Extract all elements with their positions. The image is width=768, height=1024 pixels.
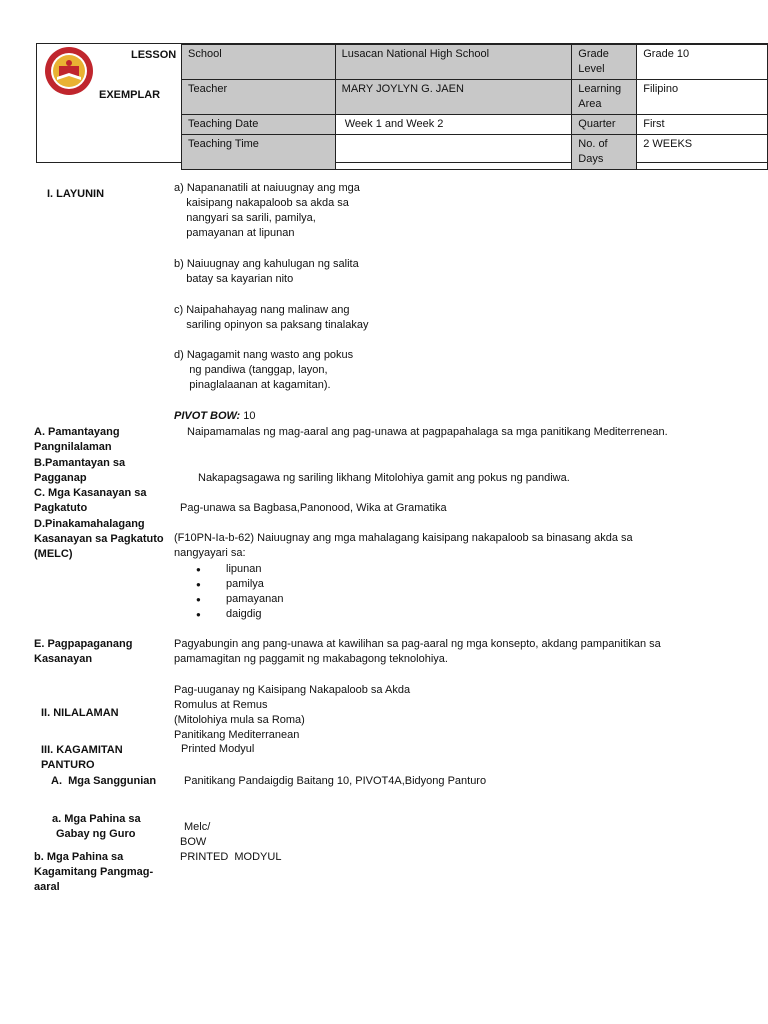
text-line: batay sa kayarian nito [174,273,294,285]
text-line: a. Mga Pahina sa [52,813,141,825]
text-line: b. Mga Pahina sa [34,851,124,863]
text-line: D.Pinakamahalagang [34,518,145,530]
layunin-d [174,348,353,393]
gabay-ng-guro-text [180,820,281,865]
text-line: sariling opinyon sa paksang tinalakay [174,319,369,331]
teaching-time-value [335,135,572,170]
melc-text [174,531,633,561]
school-seal-icon [44,46,94,96]
teacher-label: Teacher [182,80,336,115]
layunin-b [174,257,359,287]
text-line: (MELC) [34,548,73,560]
kagamitang-pangmag-aaral-label [34,850,153,895]
lesson-label: LESSON [131,49,177,61]
text-line: Pagganap [34,472,87,484]
text-line: (Mitolohiya mula sa Roma) [174,714,305,726]
pamantayan-sa-pagganap-label [34,456,125,486]
pivot-bow-label: PIVOT BOW: [174,410,241,422]
text-line: a) Napananatili at naiuugnay ang mga [174,182,360,194]
text-line: nangyari sa sarili, pamilya, [174,212,316,224]
quarter-label: Quarter [572,115,637,135]
list-item: ● daigdig [196,607,284,622]
no-of-days-label: No. of Days [572,135,637,170]
text-line: kaisipang nakapaloob sa akda sa [174,197,349,209]
text-line: Kasanayan [34,653,93,665]
text-line: Kagamitang Pangmag- [34,866,154,878]
melc-label [34,517,164,562]
text-line: aaral [34,881,60,893]
teacher-value: MARY JOYLYN G. JAEN [335,80,572,115]
nilalaman-label: II. NILALAMAN [41,707,119,719]
school-value: Lusacan National High School [335,45,572,80]
text-line: b) Naiuugnay ang kahulugan ng salita [174,258,359,270]
pivot-bow [174,409,256,424]
table-row [182,135,768,170]
layunin-a [174,181,360,241]
teaching-time-label: Teaching Time [182,135,336,170]
kasanayan-sa-pagkatuto-label [34,486,147,516]
text-line: d) Nagagamit nang wasto ang pokus [174,349,354,361]
kagamitan-panturo-text: Printed Modyul [181,743,255,755]
text-line: Melc/ [184,821,211,833]
learning-area-value: Filipino [637,80,768,115]
text-line: BOW [180,836,207,848]
table-row [182,45,768,80]
learning-area-label: Learning Area [572,80,637,115]
kasanayan-sa-pagkatuto-text: Pag-unawa sa Bagbasa,Panonood, Wika at Gramatika [180,502,447,514]
text-line: (F10PN-Ia-b-62) Naiuugnay ang mga mahalagang kaisipang nakapaloob sa binasang akda sa [174,532,633,544]
pagpapaganang-kasanayan-label [34,637,132,667]
text-line: A. Pamantayang [34,426,120,438]
no-of-days-value: 2 WEEKS [637,135,768,170]
gabay-ng-guro-label [52,812,141,842]
list-item: ● pamayanan [196,592,284,607]
melc-bullet-list [196,562,284,622]
header-info-table [181,44,768,170]
list-item: ● pamilya [196,577,284,592]
text-line: Pangnilalaman [34,441,112,453]
sanggunian-text: Panitikang Pandaigdig Baitang 10, PIVOT4A,Bidyong Panturo [184,775,487,787]
text-line: pamamagitan ng paggamit ng makabagong teknolohiya. [174,653,448,665]
text-line: E. Pagpapaganang [34,638,133,650]
grade-level-label: Grade Level [572,45,637,80]
text-line: Kasanayan sa Pagkatuto [34,533,164,545]
table-row [182,80,768,115]
text-line: pamayanan at lipunan [174,227,295,239]
text-line: Romulus at Remus [174,699,268,711]
text-line: III. KAGAMITAN [41,744,123,756]
text-line: Gabay ng Guro [56,828,136,840]
list-item: ● lipunan [196,562,284,577]
layunin-title: I. LAYUNIN [47,188,105,200]
nilalaman-text [174,683,410,743]
text-line: Pagkatuto [34,502,88,514]
teaching-date-label: Teaching Date [182,115,336,135]
teaching-date-value: Week 1 and Week 2 [335,115,572,135]
pivot-bow-value: 10 [240,410,256,422]
sanggunian-label: A. Mga Sanggunian [51,775,157,787]
kagamitan-panturo-label [41,743,123,773]
pamantayan-sa-pagganap-text: Nakapagsagawa ng sariling likhang Mitolohiya gamit ang pokus ng pandiwa. [198,472,570,484]
text-line: c) Naipahahayag nang malinaw ang [174,304,350,316]
quarter-value: First [637,115,768,135]
pamantayang-pangnilalaman-text: Naipamamalas ng mag-aaral ang pag-unawa at pagpapahalaga sa mga panitikang Mediterrenean. [187,426,668,438]
text-line: nangyayari sa: [174,547,246,559]
text-line: Pagyabungin ang pang-unawa at kawilihan sa pag-aaral ng mga konsepto, akdang pampanitikan sa [174,638,661,650]
pamantayang-pangnilalaman-label [34,425,120,455]
text-line: B.Pamantayan sa [34,457,126,469]
grade-level-value: Grade 10 [637,45,768,80]
text-line: Panitikang Mediterranean [174,729,300,741]
exemplar-label: EXEMPLAR [99,89,161,101]
text-line: PANTURO [41,759,95,771]
text-line: ng pandiwa (tanggap, layon, [174,364,328,376]
layunin-c [174,303,368,333]
text-line: Pag-uuganay ng Kaisipang Nakapaloob sa Akda [174,684,411,696]
text-line: PRINTED MODYUL [180,851,282,863]
pagpapaganang-kasanayan-text [174,637,661,667]
school-label: School [182,45,336,80]
table-row [182,115,768,135]
text-line: pinaglalaanan at kagamitan). [174,379,331,391]
text-line: C. Mga Kasanayan sa [34,487,147,499]
